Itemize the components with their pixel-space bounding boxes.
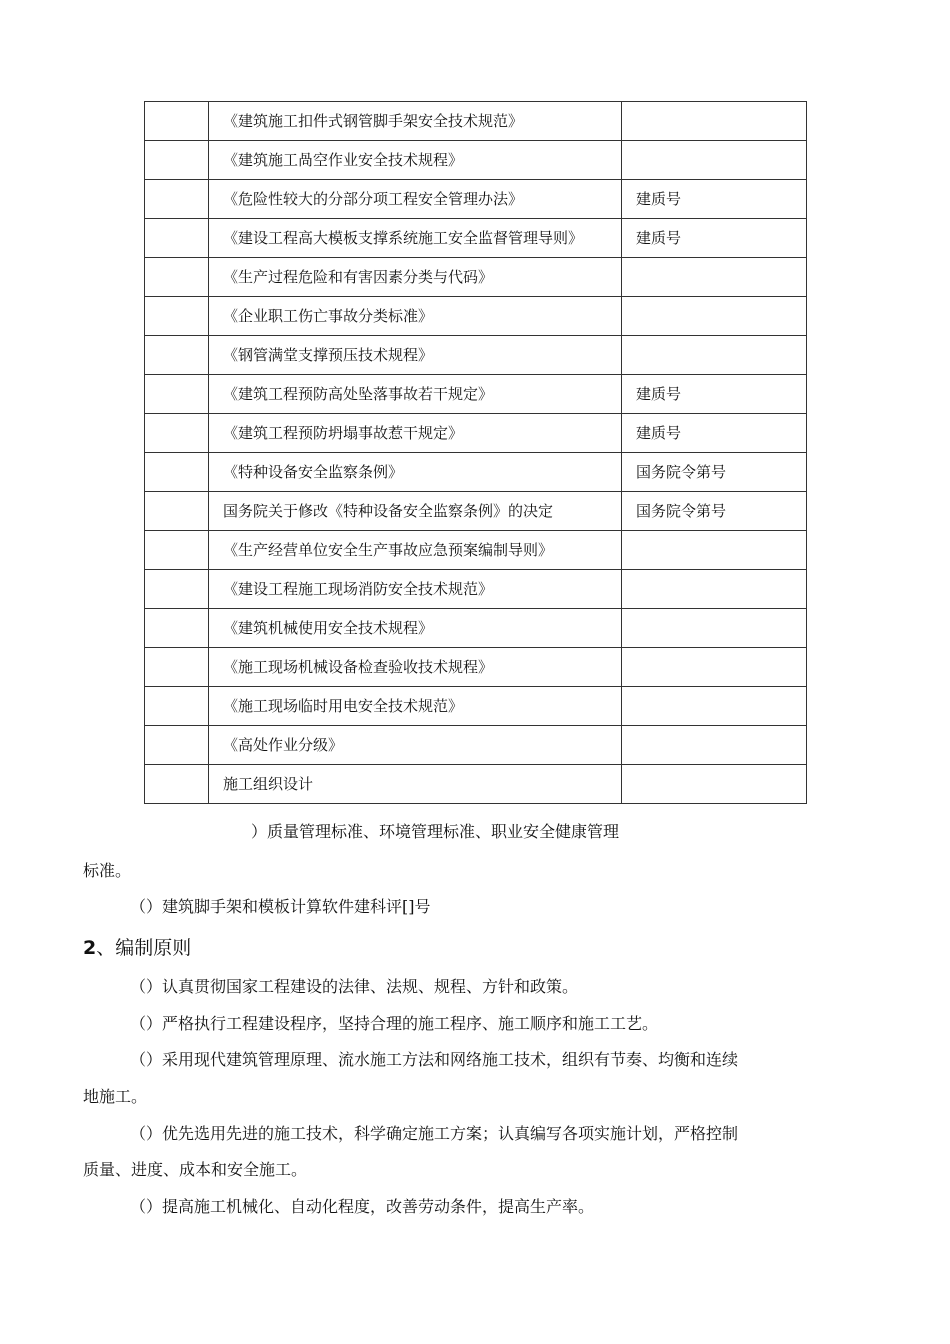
regulation-name-cell: 《建设工程高大模板支撑系统施工安全监督管理导则》 — [209, 219, 622, 258]
document-number-cell — [622, 141, 807, 180]
table-row — [145, 297, 807, 336]
section-number: 2 — [83, 937, 97, 959]
document-number-cell — [622, 648, 807, 687]
document-number-cell: 建质号 — [622, 180, 807, 219]
table-row — [145, 180, 807, 219]
index-cell — [145, 648, 209, 687]
table-row — [145, 219, 807, 258]
table-row — [145, 336, 807, 375]
table-row — [145, 609, 807, 648]
document-number-cell — [622, 609, 807, 648]
regulation-name-cell: 《施工现场临时用电安全技术规范》 — [209, 687, 622, 726]
principle-item-continuation: 质量、进度、成本和安全施工。 — [83, 1160, 308, 1179]
regulations-table — [144, 101, 807, 804]
document-number-cell — [622, 297, 807, 336]
index-cell — [145, 609, 209, 648]
document-number-cell: 国务院令第号 — [622, 492, 807, 531]
document-number-cell: 建质号 — [622, 414, 807, 453]
regulation-name-cell: 《企业职工伤亡事故分类标准》 — [209, 297, 622, 336]
document-number-cell — [622, 765, 807, 804]
table-row — [145, 765, 807, 804]
principle-item: （）优先选用先进的施工技术，科学确定施工方案；认真编写各项实施计划，严格控制 — [130, 1124, 739, 1143]
document-number-cell — [622, 531, 807, 570]
index-cell — [145, 336, 209, 375]
regulation-name-cell: 国务院关于修改《特种设备安全监察条例》的决定 — [209, 492, 622, 531]
index-cell — [145, 375, 209, 414]
table-row — [145, 375, 807, 414]
index-cell — [145, 297, 209, 336]
regulation-name-cell: 《生产经营单位安全生产事故应急预案编制导则》 — [209, 531, 622, 570]
index-cell — [145, 414, 209, 453]
table-row — [145, 492, 807, 531]
document-number-cell: 国务院令第号 — [622, 453, 807, 492]
regulation-name-cell: 《高处作业分级》 — [209, 726, 622, 765]
index-cell — [145, 258, 209, 297]
table-row — [145, 258, 807, 297]
regulation-name-cell: 《建筑施工咼空作业安全技术规程》 — [209, 141, 622, 180]
index-cell — [145, 687, 209, 726]
section-title: 、编制原则 — [96, 937, 192, 959]
principle-item: （）采用现代建筑管理原理、流水施工方法和网络施工技术，组织有节奏、均衡和连续 — [130, 1050, 739, 1069]
document-number-cell — [622, 726, 807, 765]
table-row — [145, 414, 807, 453]
document-number-cell: 建质号 — [622, 375, 807, 414]
regulation-name-cell: 施工组织设计 — [209, 765, 622, 804]
document-number-cell — [622, 336, 807, 375]
document-number-cell — [622, 687, 807, 726]
regulation-name-cell: 《生产过程危险和有害因素分类与代码》 — [209, 258, 622, 297]
principle-item: （）认真贯彻国家工程建设的法律、法规、规程、方针和政策。 — [130, 977, 579, 996]
document-number-cell — [622, 258, 807, 297]
index-cell — [145, 570, 209, 609]
index-cell — [145, 453, 209, 492]
regulation-name-cell: 《建筑工程预防高处坠落事故若干规定》 — [209, 375, 622, 414]
index-cell — [145, 219, 209, 258]
principle-item-continuation: 地施工。 — [83, 1087, 148, 1106]
regulation-name-cell: 《建筑工程预防坍塌事故惹干规定》 — [209, 414, 622, 453]
regulation-name-cell: 《建设工程施工现场消防安全技术规范》 — [209, 570, 622, 609]
table-row — [145, 687, 807, 726]
index-cell — [145, 492, 209, 531]
table-row — [145, 531, 807, 570]
regulation-name-cell: 《钢管满堂支撑预压技术规程》 — [209, 336, 622, 375]
index-cell — [145, 531, 209, 570]
document-number-cell: 建质号 — [622, 219, 807, 258]
table-row — [145, 453, 807, 492]
table-row — [145, 570, 807, 609]
index-cell — [145, 180, 209, 219]
regulation-name-cell: 《施工现场机械设备检查验收技术规程》 — [209, 648, 622, 687]
regulation-name-cell: 《特种设备安全监察条例》 — [209, 453, 622, 492]
software-reference-line: （）建筑脚手架和模板计算软件建科评[]号 — [130, 897, 431, 916]
index-cell — [145, 726, 209, 765]
regulation-name-cell: 《建筑施工扣件式钢管脚手架安全技术规范》 — [209, 102, 622, 141]
document-number-cell — [622, 570, 807, 609]
regulation-name-cell: 《危险性较大的分部分项工程安全管理办法》 — [209, 180, 622, 219]
table-row — [145, 648, 807, 687]
table-row — [145, 726, 807, 765]
regulation-name-cell: 《建筑机械使用安全技术规程》 — [209, 609, 622, 648]
table-row — [145, 141, 807, 180]
index-cell — [145, 141, 209, 180]
principle-item: （）提高施工机械化、自动化程度，改善劳动条件，提高生产率。 — [130, 1197, 595, 1216]
index-cell — [145, 102, 209, 141]
index-cell — [145, 765, 209, 804]
standards-paragraph-line: ）质量管理标准、环境管理标准、职业安全健康管理 — [251, 822, 620, 841]
document-number-cell — [622, 102, 807, 141]
principle-item: （）严格执行工程建设程序，坚持合理的施工程序、施工顺序和施工工艺。 — [130, 1014, 659, 1033]
table-row — [145, 102, 807, 141]
section-heading — [83, 936, 191, 960]
standards-paragraph-continuation: 标准。 — [83, 861, 132, 880]
